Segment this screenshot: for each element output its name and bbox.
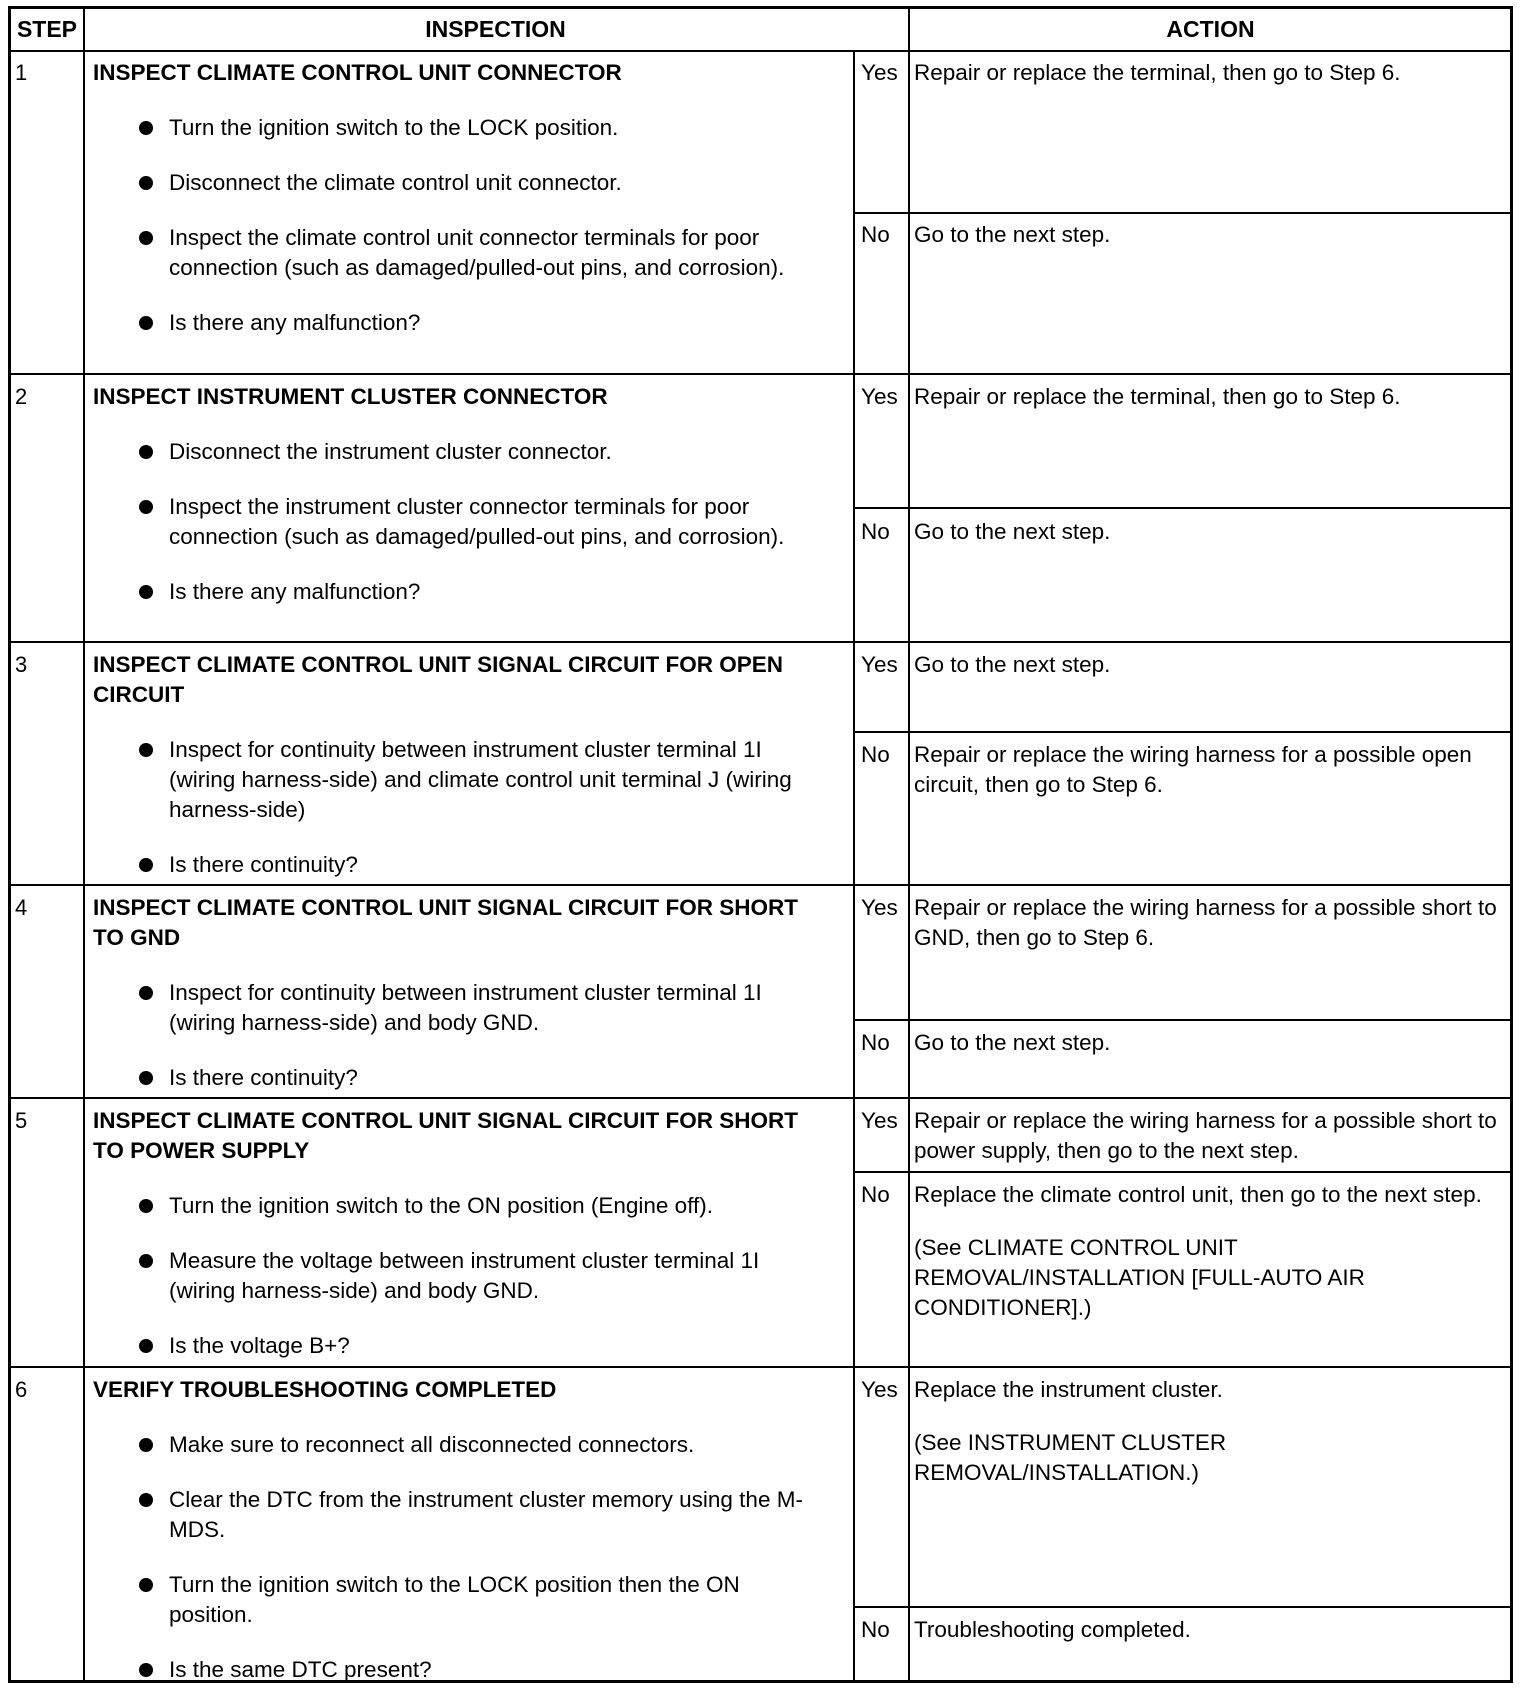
action-text: Go to the next step. [914,652,1111,677]
list-item: Inspect the instrument cluster connector terminals for poor connection (such as damaged/pulled-out pins, and corrosion). [93,492,855,552]
divider [83,9,85,1680]
no-action [914,1615,1504,1645]
inspection-bullets [93,1430,855,1685]
inspection-title: INSPECT CLIMATE CONTROL UNIT SIGNAL CIRCUIT FOR SHORT TO GND [93,895,798,950]
header-step: STEP [16,16,78,42]
divider [853,212,1510,214]
divider [908,9,910,1680]
yes-label: Yes [861,384,898,409]
action-reference: (See INSTRUMENT CLUSTER REMOVAL/INSTALLATION.) [914,1430,1227,1485]
action-text: Repair or replace the wiring harness for a possible open circuit, then go to Step 6. [914,742,1472,797]
inspection-title: INSPECT CLIMATE CONTROL UNIT SIGNAL CIRCUIT FOR OPEN CIRCUIT [93,652,784,707]
step-number: 3 [15,652,28,677]
divider [11,1366,1510,1368]
action-text: Go to the next step. [914,1030,1111,1055]
list-item: Turn the ignition switch to the LOCK position then the ON position. [93,1570,855,1630]
divider [853,507,1510,509]
divider [11,373,1510,375]
no-label: No [861,742,890,767]
inspection-bullets [93,1191,855,1361]
inspection-cell [93,382,855,607]
inspection-cell [93,58,855,338]
list-item: Turn the ignition switch to the ON position (Engine off). [93,1191,855,1221]
action-text: Repair or replace the wiring harness for a possible short to power supply, then go to the next step. [914,1108,1497,1163]
action-text: Go to the next step. [914,222,1111,247]
step-number: 4 [15,895,28,920]
no-label: No [861,222,890,247]
action-text: Replace the climate control unit, then go to the next step. [914,1182,1482,1207]
no-label: No [861,1030,890,1055]
action-text: Repair or replace the terminal, then go to Step 6. [914,60,1401,85]
divider [853,1171,1510,1173]
step-number: 5 [15,1108,28,1133]
yes-action [914,382,1504,412]
divider [11,1097,1510,1099]
yes-action [914,893,1504,953]
step-number: 1 [15,60,28,85]
list-item: Is the same DTC present? [93,1655,855,1685]
list-item: Is there continuity? [93,1063,855,1093]
list-item: Inspect the climate control unit connector terminals for poor connection (such as damaged/pulled-out pins, and corrosion). [93,223,855,283]
yes-action [914,650,1504,680]
no-label: No [861,519,890,544]
header-action: ACTION [1166,16,1255,42]
action-text: Repair or replace the wiring harness for a possible short to GND, then go to Step 6. [914,895,1497,950]
inspection-title: INSPECT CLIMATE CONTROL UNIT SIGNAL CIRCUIT FOR SHORT TO POWER SUPPLY [93,1108,798,1163]
no-action [914,220,1504,250]
list-item: Is there any malfunction? [93,308,855,338]
no-action [914,1180,1504,1323]
action-text: Go to the next step. [914,519,1111,544]
yes-label: Yes [861,1108,898,1133]
inspection-bullets [93,113,855,338]
yes-action [914,58,1504,88]
list-item: Inspect for continuity between instrument cluster terminal 1I (wiring harness-side) and climate control unit terminal J (wiring harness-side) [93,735,855,825]
inspection-title: INSPECT CLIMATE CONTROL UNIT CONNECTOR [93,60,622,85]
inspection-title: VERIFY TROUBLESHOOTING COMPLETED [93,1377,557,1402]
no-action [914,1028,1504,1058]
inspection-cell [93,1106,855,1361]
inspection-cell [93,650,855,880]
step-number: 2 [15,384,28,409]
list-item: Is the voltage B+? [93,1331,855,1361]
no-label: No [861,1182,890,1207]
no-action [914,517,1504,547]
list-item: Measure the voltage between instrument cluster terminal 1I (wiring harness-side) and body GND. [93,1246,855,1306]
list-item: Inspect for continuity between instrument cluster terminal 1I (wiring harness-side) and body GND. [93,978,855,1038]
inspection-title: INSPECT INSTRUMENT CLUSTER CONNECTOR [93,384,608,409]
yes-action [914,1106,1504,1166]
divider [11,641,1510,643]
divider [853,731,1510,733]
yes-label: Yes [861,60,898,85]
action-text: Repair or replace the terminal, then go to Step 6. [914,384,1401,409]
list-item: Is there continuity? [93,850,855,880]
list-item: Disconnect the climate control unit connector. [93,168,855,198]
list-item: Clear the DTC from the instrument cluster memory using the M-MDS. [93,1485,855,1545]
yes-label: Yes [861,652,898,677]
action-text: Troubleshooting completed. [914,1617,1191,1642]
divider [11,50,1510,52]
action-reference: (See CLIMATE CONTROL UNIT REMOVAL/INSTALLATION [FULL-AUTO AIR CONDITIONER].) [914,1235,1365,1320]
yes-label: Yes [861,895,898,920]
yes-action [914,1375,1504,1488]
divider [11,884,1510,886]
divider [853,1606,1510,1608]
yes-label: Yes [861,1377,898,1402]
inspection-bullets [93,735,855,880]
action-text: Replace the instrument cluster. [914,1377,1223,1402]
inspection-bullets [93,978,855,1093]
inspection-cell [93,1375,855,1685]
list-item: Disconnect the instrument cluster connector. [93,437,855,467]
list-item: Turn the ignition switch to the LOCK position. [93,113,855,143]
step-number: 6 [15,1377,28,1402]
no-label: No [861,1617,890,1642]
no-action [914,740,1504,800]
divider [853,1019,1510,1021]
list-item: Make sure to reconnect all disconnected connectors. [93,1430,855,1460]
inspection-bullets [93,437,855,607]
header-inspection: INSPECTION [425,16,566,42]
list-item: Is there any malfunction? [93,577,855,607]
inspection-cell [93,893,855,1093]
troubleshooting-table [8,6,1513,1683]
